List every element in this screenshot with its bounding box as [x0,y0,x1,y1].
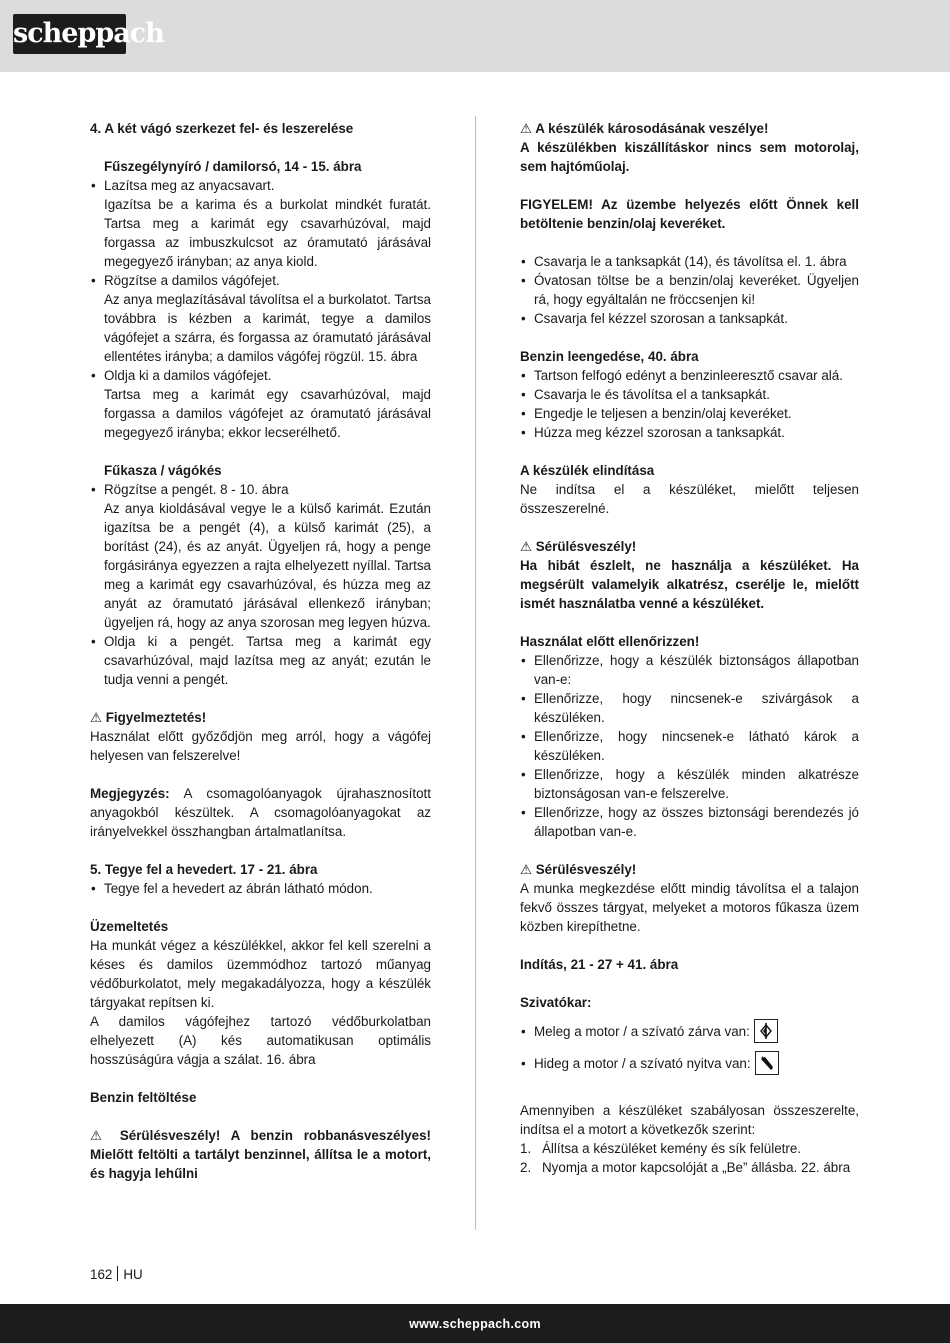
numbered-step: 2. Nyomja a motor kapcsolóját a „Be” állásba. 22. ábra [520,1160,851,1175]
choke-warm-label: • Meleg a motor / a szívató zárva van: [520,1022,750,1041]
start-text: Ne indítsa el a készüléket, mielőtt teljesen összeszerelné. [520,482,859,516]
right-column [520,119,859,1177]
note-text: A csomagolóanyagok újrahasznosított anyagokból készültek. A csomagolóanyagokat az irányelvekkel összhangban ártalmatlanítsa. [90,786,431,839]
list-item-text: Tartsa meg a karimát egy csavarhúzóval, majd forgassa a damilos vágófejet az óramutató járásával megegyező irányba; ekkor lecserélhető. [104,387,431,440]
ignition-title: Indítás, 21 - 27 + 41. ábra [520,957,679,972]
header-bar [0,0,950,72]
injury-warning-title: ⚠ Sérülésveszély! [520,862,637,877]
check-title: Használat előtt ellenőrizzen! [520,634,700,649]
fuel-title: Benzin feltöltése [90,1090,197,1105]
page-number [90,1265,143,1284]
start-title: A készülék elindítása [520,463,655,478]
website-url[interactable]: www.scheppach.com [409,1317,541,1331]
list-item: • Engedje le teljesen a benzin/olaj keveréket. [520,404,859,423]
list-item: • Ellenőrizze, hogy a készülék minden alkatrésze biztonságosan van-e felszerelve. [520,765,859,803]
list-item: • Rögzítse a pengét. 8 - 10. ábra [90,480,431,499]
note-label: Megjegyzés: [90,786,170,801]
scheppach-logo: scheppach [13,14,126,54]
warning-title: ⚠ Figyelmeztetés! [90,710,207,725]
left-column [90,119,431,1183]
operation-text: A damilos vágófejhez tartozó védőburkolatban elhelyezett (A) kés automatikusan optimális hosszúságúra vágja a szálat. 16. ábra [90,1014,431,1067]
list-item: • Húzza meg kézzel szorosan a tanksapkát. [520,423,859,442]
drain-title: Benzin leengedése, 40. ábra [520,349,699,364]
choke-closed-icon [754,1019,778,1043]
list-item: • Csavarja le és távolítsa el a tanksapkát. [520,385,859,404]
damage-warning-title: ⚠ A készülék károsodásának veszélye! [520,121,769,136]
section-5-title: 5. Tegye fel a hevedert. 17 - 21. ábra [90,862,318,877]
subheading-trimmer: Fűszegélynyíró / damilorsó, 14 - 15. ábra [104,159,362,174]
choke-title: Szivatókar: [520,995,592,1010]
list-item: • Rögzítse a damilos vágófejet. [90,271,431,290]
injury-warning-text: A munka megkezdése előtt mindig távolítsa el a talajon fekvő összes tárgyat, melyeket a motoros fűkasza üzem közben kirepíthetne. [520,881,859,934]
list-item: • Tartson felfogó edényt a benzinleeresztő csavar alá. [520,366,859,385]
list-item: • Oldja ki a damilos vágófejet. [90,366,431,385]
list-item: • Ellenőrizze, hogy nincsenek-e szivárgások a készüléken. [520,689,859,727]
injury-warning-text: Ha hibát észlelt, ne használja a készüléket. Ha megsérült valamelyik alkatrész, cserélje le, mielőtt ismét használatba venné a készüléket. [520,558,859,611]
page-number-value: 162 [90,1267,113,1282]
choke-cold-label: • Hideg a motor / a szívató nyitva van: [520,1054,751,1073]
subheading-blade: Fűkasza / vágókés [104,463,222,478]
choke-open-icon [755,1051,779,1075]
language-code: HU [123,1267,143,1282]
list-item: • Ellenőrizze, hogy a készülék biztonságos állapotban van-e: [520,651,859,689]
list-item: • Lazítsa meg az anyacsavart. [90,176,431,195]
list-item: • Oldja ki a pengét. Tartsa meg a karimát egy csavarhúzóval, majd lazítsa meg az anyát; ezután le tudja venni a pengét. [90,632,431,689]
choke-warm-row [520,1018,859,1044]
numbered-step: 1. Állítsa a készüléket kemény és sík felületre. [520,1141,801,1156]
warning-text: Használat előtt győződjön meg arról, hogy a vágófej helyesen van felszerelve! [90,729,431,763]
list-item: • Óvatosan töltse be a benzin/olaj keveréket. Ügyeljen rá, hogy egyáltalán ne fröccsenjen ki! [520,271,859,309]
damage-warning-text: A készülékben kiszállításkor nincs sem motorolaj, sem hajtóműolaj. [520,140,859,174]
choke-cold-row [520,1050,859,1076]
footer-bar [0,1304,950,1343]
assembled-text: Amennyiben a készüléket szabályosan összeszerelte, indítsa el a motort a következők szerint: [520,1103,859,1137]
attention-text: FIGYELEM! Az üzembe helyezés előtt Önnek kell betöltenie benzin/olaj keveréket. [520,197,859,231]
operation-text: Ha munkát végez a készülékkel, akkor fel kell szerelni a késes és damilos üzemmódhoz tartozó műanyag védőburkolatot, mely megakadályozza, hogy a készülék tárgyakat repítsen ki. [90,938,431,1010]
list-item-text: Az anya kioldásával vegye le a külső karimát. Ezután igazítsa be a pengét (4), a külső karimát (25), a borítást (24), és az anyát. Ügyeljen rá, hogy a penge forgásiránya egyezzen a rajta elhelyezett nyíllal. Tartsa meg a karimát egy csavarhúzóval, és húzza meg az anyát az óramutató járásával ellenkező irányban; ügyeljen rá, hogy az anya szorosan meg legyen húzva. [104,501,431,630]
list-item: • Csavarja le a tanksapkát (14), és távolítsa el. 1. ábra [520,252,859,271]
fuel-warning: ⚠ Sérülésveszély! A benzin robbanásveszélyes! Mielőtt feltölti a tartályt benzinnel, állítsa le a motort, és hagyja lehűlni [90,1128,431,1181]
list-item: • Ellenőrizze, hogy nincsenek-e látható károk a készüléken. [520,727,859,765]
list-item: • Ellenőrizze, hogy az összes biztonsági berendezés jó állapotban van-e. [520,803,859,841]
section-4-title: 4. A két vágó szerkezet fel- és leszerelése [90,121,354,136]
list-item: • Tegye fel a hevedert az ábrán látható módon. [90,879,431,898]
column-divider [475,116,476,1230]
injury-warning-title: ⚠ Sérülésveszély! [520,539,637,554]
operation-title: Üzemeltetés [90,919,169,934]
list-item: • Csavarja fel kézzel szorosan a tanksapkát. [520,309,859,328]
list-item-text: Igazítsa be a karima és a burkolat mindkét furatát. Tartsa meg a karimát egy csavarhúzóval, majd forgassa az imbuszkulcsot az óramutató járásával megegyező irányban; az anya kiold. [104,197,431,269]
list-item-text: Az anya meglazításával távolítsa el a burkolatot. Tartsa továbbra is kézben a karimát, tegye a damilos vágófejet a szárra, és forgassa az óramutató járásával ellentétes irányba; a damilos vágófej rögzül. 15. ábra [104,292,431,364]
note-paragraph [90,784,431,841]
